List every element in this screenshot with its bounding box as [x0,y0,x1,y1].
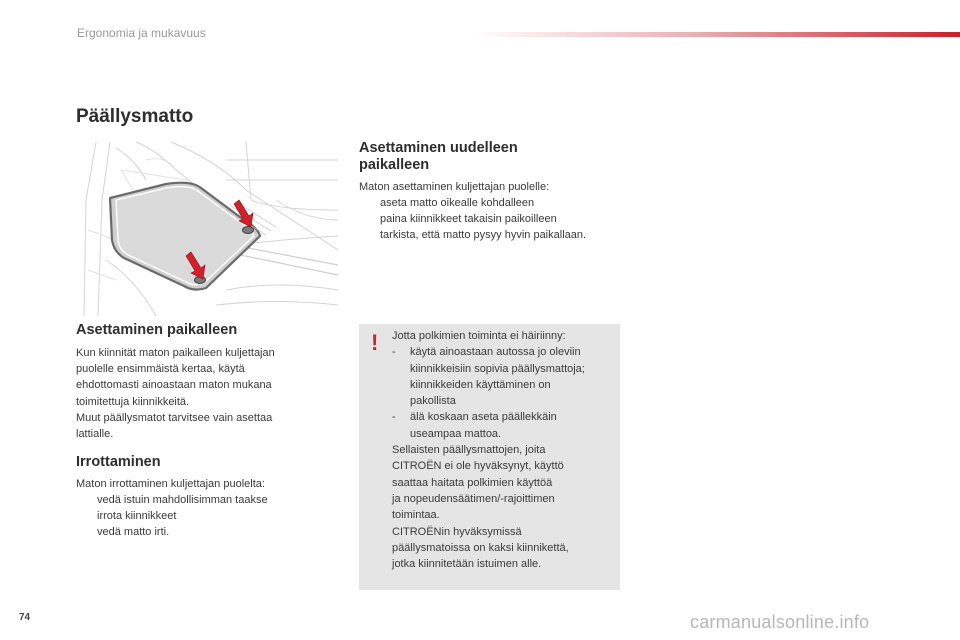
list-item: vedä matto irti. [97,526,170,539]
warning-paragraph: Sellaisten päällysmattojen, joita CITROËN ei ole hyväksynyt, käyttö saattaa haitata polkimien käyttöä ja nopeudensäätimen/-rajoittimen toimintaa. [392,444,564,522]
warning-intro: Jotta polkimien toiminta ei häiriinny: [392,330,566,342]
warning-box [359,324,620,590]
warning-paragraph: CITROËNin hyväksymissä päällysmatoissa on kaksi kiinnikettä, jotka kiinnitetään istuimen alle. [392,525,569,571]
header-accent-bar [470,32,960,37]
removing-intro: Maton irrottaminen kuljettajan puolelta: [76,478,265,490]
title-line: Asettaminen uudelleen [359,140,518,156]
warning-exclamation-icon: ! [371,330,379,355]
list-item: irrota kiinnikkeet [97,510,177,523]
page-title: Päällysmatto [76,106,194,127]
header-title: Ergonomia ja mukavuus [77,26,206,40]
list-item: vedä istuin mahdollisimman taakse [97,494,268,506]
text-line: puolelle ensimmäistä kertaa, käytä [76,363,245,376]
warning-text [392,328,618,572]
text-line: ehdottomasti ainoastaan maton mukana [76,379,272,392]
list-item: paina kiinnikkeet takaisin paikoilleen [380,213,557,226]
warning-dash-item: - älä koskaan aseta päällekkäin useampaa mattoa. [392,411,557,440]
title-line: paikalleen [359,157,430,173]
list-item: tarkista, että matto pysyy hyvin paikallaan. [380,229,587,242]
page-number: 74 [19,612,31,623]
watermark: carmanualsonline.info [690,612,870,632]
dash-marker: - [392,411,396,424]
text-line: toimitettuja kiinnikkeitä. [76,395,190,408]
section-title-installing: Asettaminen paikalleen [76,322,238,338]
installing-paragraph [76,345,336,442]
section-title-removing: Irrottaminen [76,454,161,470]
text-line: Muut päällysmatot tarvitsee vain asettaa [76,411,273,424]
text-line: Kun kiinnität maton paikalleen kuljettajan [76,347,275,359]
text-line: lattialle. [76,428,114,441]
removing-steps [76,492,336,541]
refitting-steps [359,195,649,244]
list-item: aseta matto oikealle kohdalleen [380,197,535,209]
dash-marker: - [392,346,396,359]
refitting-intro: Maton asettaminen kuljettajan puolelle: [359,181,550,193]
section-title-refitting [359,140,518,174]
warning-dash-item: - käytä ainoastaan autossa jo oleviin kiinnikkeisiin sopivia päällysmattoja; kiinnikkeiden käyttäminen on pakollista [392,346,585,408]
floor-mat-illustration [76,140,338,316]
